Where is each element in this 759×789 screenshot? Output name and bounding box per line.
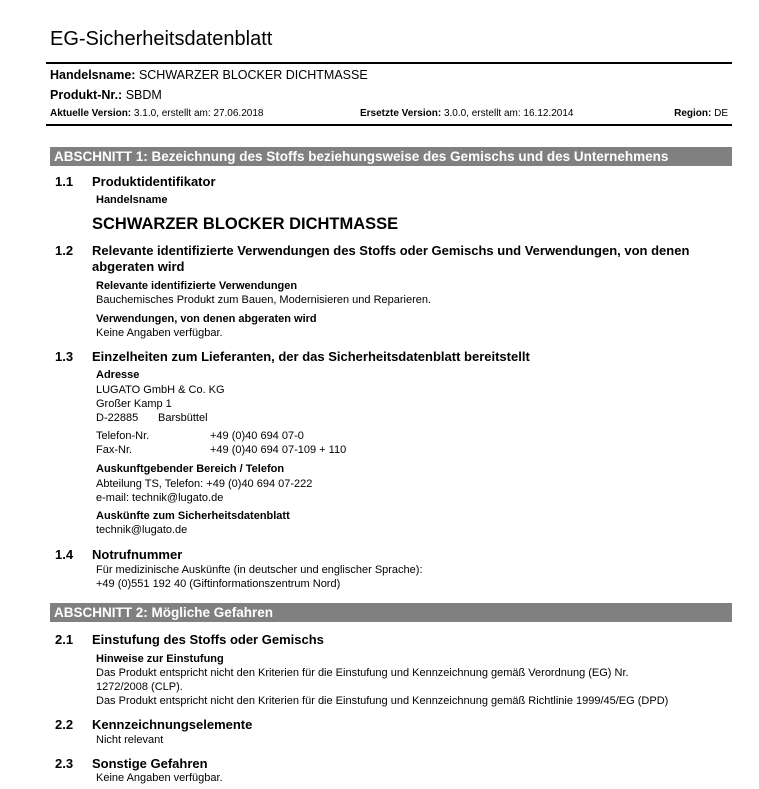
- postcode: D-22885: [96, 412, 139, 424]
- subsection-2-2-number: 2.2: [55, 717, 74, 732]
- region-value: DE: [714, 108, 728, 119]
- product-name: SCHWARZER BLOCKER DICHTMASSE: [92, 215, 399, 233]
- header-bottom-rule: [46, 124, 732, 126]
- subsection-1-3-number: 1.3: [55, 349, 74, 364]
- region: [674, 108, 728, 119]
- subsection-2-1-number: 2.1: [55, 632, 74, 647]
- sds-info-label: Auskünfte zum Sicherheitsdatenblatt: [96, 510, 290, 522]
- advised-against-label: Verwendungen, von denen abgeraten wird: [96, 313, 317, 325]
- fax-value: +49 (0)40 694 07-109 + 110: [210, 444, 347, 456]
- classification-line-2: 1272/2008 (CLP).: [96, 681, 183, 693]
- current-version: [50, 108, 263, 119]
- info-department-email: e-mail: technik@lugato.de: [96, 492, 224, 504]
- subsection-2-2-title: Kennzeichnungselemente: [92, 717, 253, 732]
- section-2-bar: ABSCHNITT 2: Mögliche Gefahren: [50, 603, 732, 622]
- classification-line-1: Das Produkt entspricht nicht den Kriterien für die Einstufung und Kennzeichnung gemäß Verordnung (EG) Nr.: [96, 667, 629, 679]
- classification-line-3: Das Produkt entspricht nicht den Kriterien für die Einstufung und Kennzeichnung gemäß Richtlinie 1999/45/EG (DPD): [96, 695, 669, 707]
- product-no-line: [50, 88, 162, 102]
- classification-notes-label: Hinweise zur Einstufung: [96, 653, 224, 665]
- subsection-2-3-number: 2.3: [55, 756, 74, 771]
- subsection-1-4-title: Notrufnummer: [92, 547, 183, 562]
- label-elements-text: Nicht relevant: [96, 734, 164, 746]
- trade-name-heading: Handelsname: [96, 194, 168, 206]
- subsection-1-1-title: Produktidentifikator: [92, 174, 216, 189]
- info-department-phone: Abteilung TS, Telefon: +49 (0)40 694 07-222: [96, 478, 313, 490]
- current-version-value: 3.1.0, erstellt am: 27.06.2018: [133, 108, 264, 119]
- address-label: Adresse: [96, 369, 140, 381]
- subsection-1-1-number: 1.1: [55, 174, 74, 189]
- subsection-1-3-title: Einzelheiten zum Lieferanten, der das Sicherheitsdatenblatt bereitstellt: [92, 349, 530, 364]
- subsection-2-1-title: Einstufung des Stoffs oder Gemischs: [92, 632, 324, 647]
- subsection-2-3-title: Sonstige Gefahren: [92, 756, 208, 771]
- product-no-label: Produkt-Nr.:: [50, 88, 123, 102]
- emergency-line-1: Für medizinische Auskünfte (in deutscher und englischer Sprache):: [96, 564, 423, 576]
- document-title: EG-Sicherheitsdatenblatt: [50, 28, 273, 50]
- phone-label: Telefon-Nr.: [96, 430, 150, 442]
- sds-info-email: technik@lugato.de: [96, 524, 188, 536]
- region-label: Region:: [674, 108, 712, 119]
- section-1-bar: ABSCHNITT 1: Bezeichnung des Stoffs beziehungsweise des Gemischs und des Unternehmens: [50, 147, 732, 166]
- info-department-label: Auskunftgebender Bereich / Telefon: [96, 463, 285, 475]
- identified-uses-label: Relevante identifizierte Verwendungen: [96, 280, 298, 292]
- emergency-line-2: +49 (0)551 192 40 (Giftinformationszentrum Nord): [96, 578, 341, 590]
- trade-name-line: [50, 68, 368, 82]
- advised-against-text: Keine Angaben verfügbar.: [96, 327, 223, 339]
- header-top-rule: [46, 62, 732, 64]
- subsection-1-2-title: Relevante identifizierte Verwendungen des Stoffs oder Gemischs und Verwendungen, von denen abgeraten wird: [92, 243, 690, 274]
- fax-label: Fax-Nr.: [96, 444, 133, 456]
- phone-value: +49 (0)40 694 07-0: [210, 430, 304, 442]
- current-version-label: Aktuelle Version:: [50, 108, 132, 119]
- trade-name-value: SCHWARZER BLOCKER DICHTMASSE: [138, 68, 368, 82]
- trade-name-label: Handelsname:: [50, 68, 136, 82]
- replaced-version-label: Ersetzte Version:: [360, 108, 442, 119]
- city: Barsbüttel: [158, 412, 208, 424]
- replaced-version: [360, 108, 573, 119]
- product-no-value: SBDM: [125, 88, 162, 102]
- other-hazards-text: Keine Angaben verfügbar.: [96, 772, 223, 784]
- street-address: Großer Kamp 1: [96, 398, 172, 410]
- subsection-1-4-number: 1.4: [55, 547, 74, 562]
- replaced-version-value: 3.0.0, erstellt am: 16.12.2014: [443, 108, 574, 119]
- identified-uses-text: Bauchemisches Produkt zum Bauen, Modernisieren und Reparieren.: [96, 294, 432, 306]
- subsection-1-2-number: 1.2: [55, 243, 74, 258]
- company-name: LUGATO GmbH & Co. KG: [96, 384, 225, 396]
